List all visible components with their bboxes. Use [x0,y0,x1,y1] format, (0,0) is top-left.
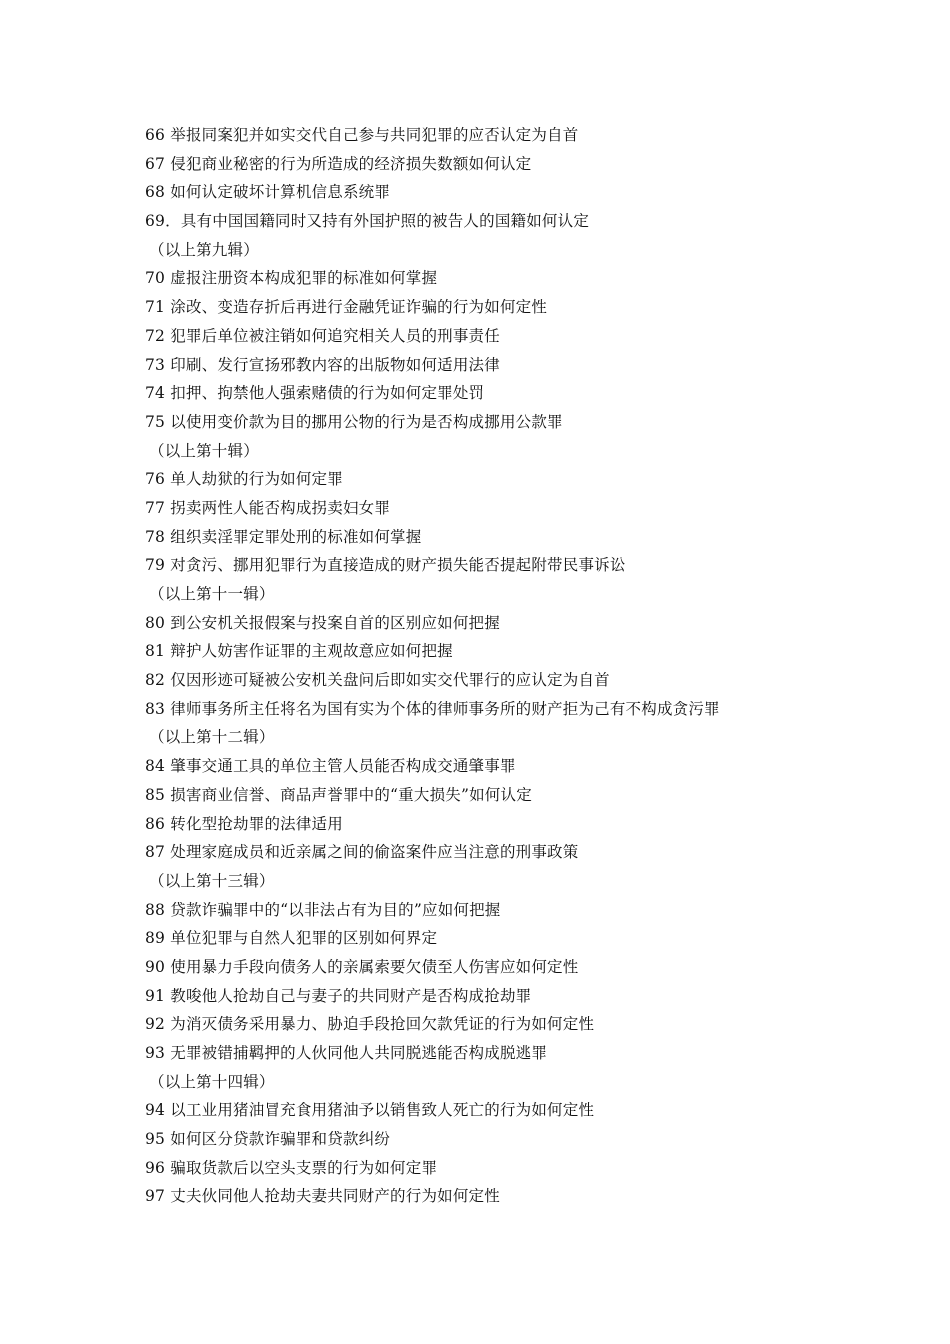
list-item: 83 律师事务所主任将名为国有实为个体的律师事务所的财产拒为己有不构成贪污罪 [145,699,720,718]
list-item: 73 印刷、发行宣扬邪教内容的出版物如何适用法律 [145,355,500,374]
topic-list [145,121,785,1211]
list-item: 77 拐卖两性人能否构成拐卖妇女罪 [145,498,391,517]
volume-label: （以上第十二辑） [149,728,275,747]
list-item: 69．具有中国国籍同时又持有外国护照的被告人的国籍如何认定 [145,212,590,231]
list-item: 95 如何区分贷款诈骗罪和贷款纠纷 [145,1130,391,1149]
list-item: 78 组织卖淫罪定罪处刑的标准如何掌握 [145,527,422,546]
list-item: 89 单位犯罪与自然人犯罪的区别如何界定 [145,929,438,948]
list-item: 88 贷款诈骗罪中的“以非法占有为目的”应如何把握 [145,900,501,919]
list-item: 79 对贪污、挪用犯罪行为直接造成的财产损失能否提起附带民事诉讼 [145,556,626,575]
list-item: 72 犯罪后单位被注销如何追究相关人员的刑事责任 [145,326,500,345]
list-item: 92 为消灭债务采用暴力、胁迫手段抢回欠款凭证的行为如何定性 [145,1015,595,1034]
volume-label: （以上第十三辑） [149,871,275,890]
list-item: 91 教唆他人抢劫自己与妻子的共同财产是否构成抢劫罪 [145,986,532,1005]
list-item: 67 侵犯商业秘密的行为所造成的经济损失数额如何认定 [145,154,532,173]
list-item: 75 以使用变价款为目的挪用公物的行为是否构成挪用公款罪 [145,412,563,431]
list-item: 71 涂改、变造存折后再进行金融凭证诈骗的行为如何定性 [145,298,548,317]
volume-label: （以上第十辑） [149,441,259,460]
list-item: 74 扣押、拘禁他人强索赌债的行为如何定罪处罚 [145,384,485,403]
list-item: 85 损害商业信誉、商品声誉罪中的“重大损失”如何认定 [145,785,532,804]
list-item: 94 以工业用猪油冒充食用猪油予以销售致人死亡的行为如何定性 [145,1101,595,1120]
list-item: 97 丈夫伙同他人抢劫夫妻共同财产的行为如何定性 [145,1187,500,1206]
volume-label: （以上第九辑） [149,240,259,259]
list-item: 80 到公安机关报假案与投案自首的区别应如何把握 [145,613,500,632]
volume-label: （以上第十四辑） [149,1072,275,1091]
list-item: 68 如何认定破坏计算机信息系统罪 [145,183,391,202]
list-item: 96 骗取货款后以空头支票的行为如何定罪 [145,1158,438,1177]
list-item: 90 使用暴力手段向债务人的亲属索要欠债至人伤害应如何定性 [145,957,579,976]
list-item: 81 辩护人妨害作证罪的主观故意应如何把握 [145,642,453,661]
list-item: 70 虚报注册资本构成犯罪的标准如何掌握 [145,269,438,288]
list-item: 76 单人劫狱的行为如何定罪 [145,470,343,489]
list-item: 66 举报同案犯并如实交代自己参与共同犯罪的应否认定为自首 [145,126,579,144]
list-item: 86 转化型抢劫罪的法律适用 [145,814,343,833]
list-item: 93 无罪被错捕羁押的人伙同他人共同脱逃能否构成脱逃罪 [145,1044,548,1062]
list-item: 87 处理家庭成员和近亲属之间的偷盗案件应当注意的刑事政策 [145,843,579,862]
volume-label: （以上第十一辑） [149,585,275,603]
list-item: 82 仅因形迹可疑被公安机关盘问后即如实交代罪行的应认定为自首 [145,671,610,690]
list-item: 84 肇事交通工具的单位主管人员能否构成交通肇事罪 [145,757,516,776]
